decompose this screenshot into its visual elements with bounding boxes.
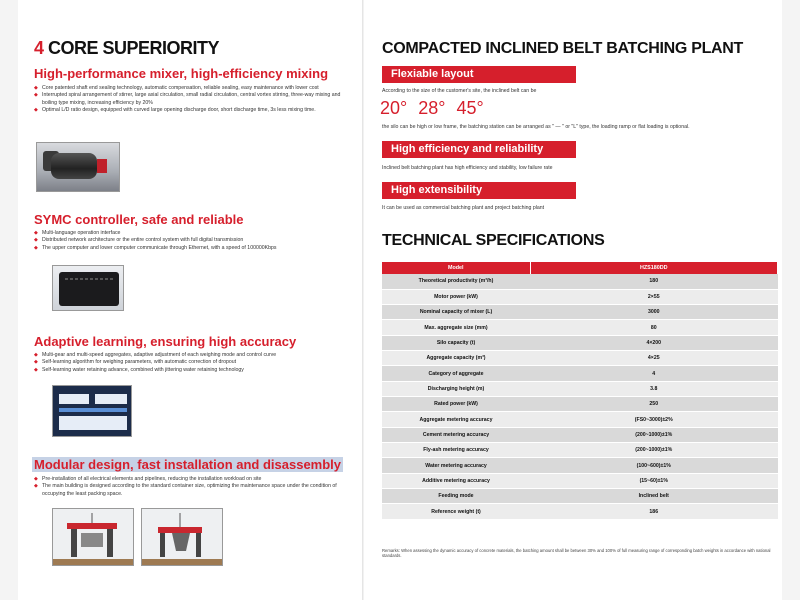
controller-heading: SYMC controller, safe and reliable bbox=[34, 212, 244, 227]
spec-header-value: HZS180DD bbox=[530, 262, 778, 274]
table-row bbox=[382, 335, 778, 350]
left-page bbox=[18, 0, 362, 600]
table-row bbox=[382, 305, 778, 320]
incline-angles bbox=[380, 98, 490, 119]
control-screen-photo bbox=[52, 385, 132, 437]
right-page bbox=[364, 0, 782, 600]
table-row bbox=[382, 366, 778, 381]
table-row bbox=[382, 504, 778, 519]
core-superiority-title: 4 CORE SUPERIORITY bbox=[34, 38, 220, 58]
spec-key: Rated power (kW) bbox=[382, 397, 530, 412]
table-row bbox=[382, 320, 778, 335]
spec-value: 3000 bbox=[530, 305, 778, 320]
table-row bbox=[382, 289, 778, 304]
mixer-heading: High-performance mixer, high-efficiency mixing bbox=[34, 66, 329, 81]
list-item: ◆ The upper computer and lower computer communicate through Ethernet, with a speed of 100000Kbps bbox=[34, 245, 352, 252]
table-row bbox=[382, 489, 778, 504]
angle-value: 45° bbox=[456, 98, 484, 118]
remarks: Remarks: When assessing the dynamic accuracy of concrete materials, the batching amount shall be between 30% and 100% of full measuring range of corresponding batch weights in accordance with national standards. bbox=[382, 548, 771, 559]
list-item: ◆ Multi-language operation interface bbox=[34, 230, 352, 237]
list-item: ◆ Multi-gear and multi-speed aggregates, adaptive adjustment of each weighing mode and control curve bbox=[34, 352, 352, 359]
mixer-photo bbox=[36, 142, 120, 192]
modular-heading: Modular design, fast installation and disassembly bbox=[34, 457, 342, 472]
list-item: ◆ Core patented shaft end sealing technology, automatic compensation, reliable sealing, easy maintenance with lower cost bbox=[34, 85, 352, 92]
spec-key: Aggregate capacity (m³) bbox=[382, 351, 530, 366]
list-item: ◆ Distributed network architecture or the entire control system with full digital transmission bbox=[34, 237, 352, 244]
table-row bbox=[382, 473, 778, 488]
controller-bullets bbox=[34, 230, 352, 252]
spec-value: 180 bbox=[530, 274, 778, 289]
spec-key: Nominal capacity of mixer (L) bbox=[382, 305, 530, 320]
flexible-line-1: According to the size of the customer's site, the inclined belt can be bbox=[382, 88, 537, 94]
spec-value: 2×55 bbox=[530, 289, 778, 304]
spec-key: Feeding mode bbox=[382, 489, 530, 504]
spec-key: Discharging height (m) bbox=[382, 381, 530, 396]
list-item: ◆ Self-learning algorithm for weighing parameters, with automatic correction of dropout bbox=[34, 359, 352, 366]
spec-key: Fly-ash metering accuracy bbox=[382, 443, 530, 458]
efficiency-text: Inclined belt batching plant has high efficiency and stability, low failure rate bbox=[382, 165, 553, 171]
spec-key: Aggregate metering accuracy bbox=[382, 412, 530, 427]
spec-key: Cement metering accuracy bbox=[382, 427, 530, 442]
table-row bbox=[382, 443, 778, 458]
spec-value: (100~600)±1% bbox=[530, 458, 778, 473]
spec-key: Water metering accuracy bbox=[382, 458, 530, 473]
list-item: ◆ Self-learning water retaining advance, combined with jittering water retaining technology bbox=[34, 367, 352, 374]
spec-value: (15~60)±1% bbox=[530, 473, 778, 488]
spec-value: Inclined belt bbox=[530, 489, 778, 504]
mixer-bullets bbox=[34, 85, 352, 115]
adaptive-bullets bbox=[34, 352, 352, 374]
spec-key: Reference weight (t) bbox=[382, 504, 530, 519]
table-row bbox=[382, 381, 778, 396]
spec-table bbox=[382, 262, 778, 520]
flexible-line-2: the silo can be high or low frame, the batching station can be arranged as " — " or "L" type, the loading ramp or flat loading is optional. bbox=[382, 124, 690, 130]
table-row bbox=[382, 412, 778, 427]
angle-value: 20° bbox=[380, 98, 408, 118]
spec-value: 80 bbox=[530, 320, 778, 335]
controller-photo bbox=[52, 265, 124, 311]
spec-value: 4×200 bbox=[530, 335, 778, 350]
list-item: ◆ Optimal L/D ratio design, equipped with curved large opening discharge door, short discharge time, 3s less mixing time. bbox=[34, 107, 352, 114]
spec-value: (200~1000)±1% bbox=[530, 443, 778, 458]
plant-title: COMPACTED INCLINED BELT BATCHING PLANT bbox=[382, 40, 744, 57]
spec-key: Max. aggregate size (mm) bbox=[382, 320, 530, 335]
spec-key: Additive metering accuracy bbox=[382, 473, 530, 488]
spec-key: Category of aggregate bbox=[382, 366, 530, 381]
extensibility-heading: High extensibility bbox=[382, 182, 576, 199]
spec-value: 4×25 bbox=[530, 351, 778, 366]
tech-spec-title: TECHNICAL SPECIFICATIONS bbox=[382, 232, 605, 249]
list-item: ◆ The main building is designed according to the standard container size, optimizing the maintenance space under the condition of occupying the least packing space. bbox=[34, 483, 352, 498]
extensibility-text: It can be used as commercial batching plant and project batching plant bbox=[382, 205, 545, 211]
modular-bullets bbox=[34, 476, 352, 498]
spec-value: 186 bbox=[530, 504, 778, 519]
spec-key: Motor power (kW) bbox=[382, 289, 530, 304]
table-row bbox=[382, 458, 778, 473]
efficiency-heading: High efficiency and reliability bbox=[382, 141, 576, 158]
installation-photo-1 bbox=[52, 508, 134, 566]
spec-value: 4 bbox=[530, 366, 778, 381]
table-row bbox=[382, 397, 778, 412]
spec-header-model: Model bbox=[382, 262, 530, 274]
spec-value: 250 bbox=[530, 397, 778, 412]
spec-value: (FS0~3000)±2% bbox=[530, 412, 778, 427]
adaptive-heading: Adaptive learning, ensuring high accuracy bbox=[34, 334, 297, 349]
list-item: ◆ Interrupted spiral arrangement of stirrer, large axial circulation, small radial circulation, central vortex stirring, three-way mixing and boiling type mixing, increasing efficiency by 20% bbox=[34, 92, 352, 107]
list-item: ◆ Pre-installation of all electrical elements and pipelines, reducing the installation workload on site bbox=[34, 476, 352, 483]
table-row bbox=[382, 351, 778, 366]
flexible-layout-heading: Flexiable layout bbox=[382, 66, 576, 83]
spec-value: (200~1000)±1% bbox=[530, 427, 778, 442]
spec-key: Silo capacity (t) bbox=[382, 335, 530, 350]
table-row bbox=[382, 427, 778, 442]
angle-value: 28° bbox=[418, 98, 446, 118]
installation-photo-2 bbox=[141, 508, 223, 566]
spec-value: 3.8 bbox=[530, 381, 778, 396]
spec-key: Theoretical productivity (m³/h) bbox=[382, 274, 530, 289]
table-row bbox=[382, 274, 778, 289]
